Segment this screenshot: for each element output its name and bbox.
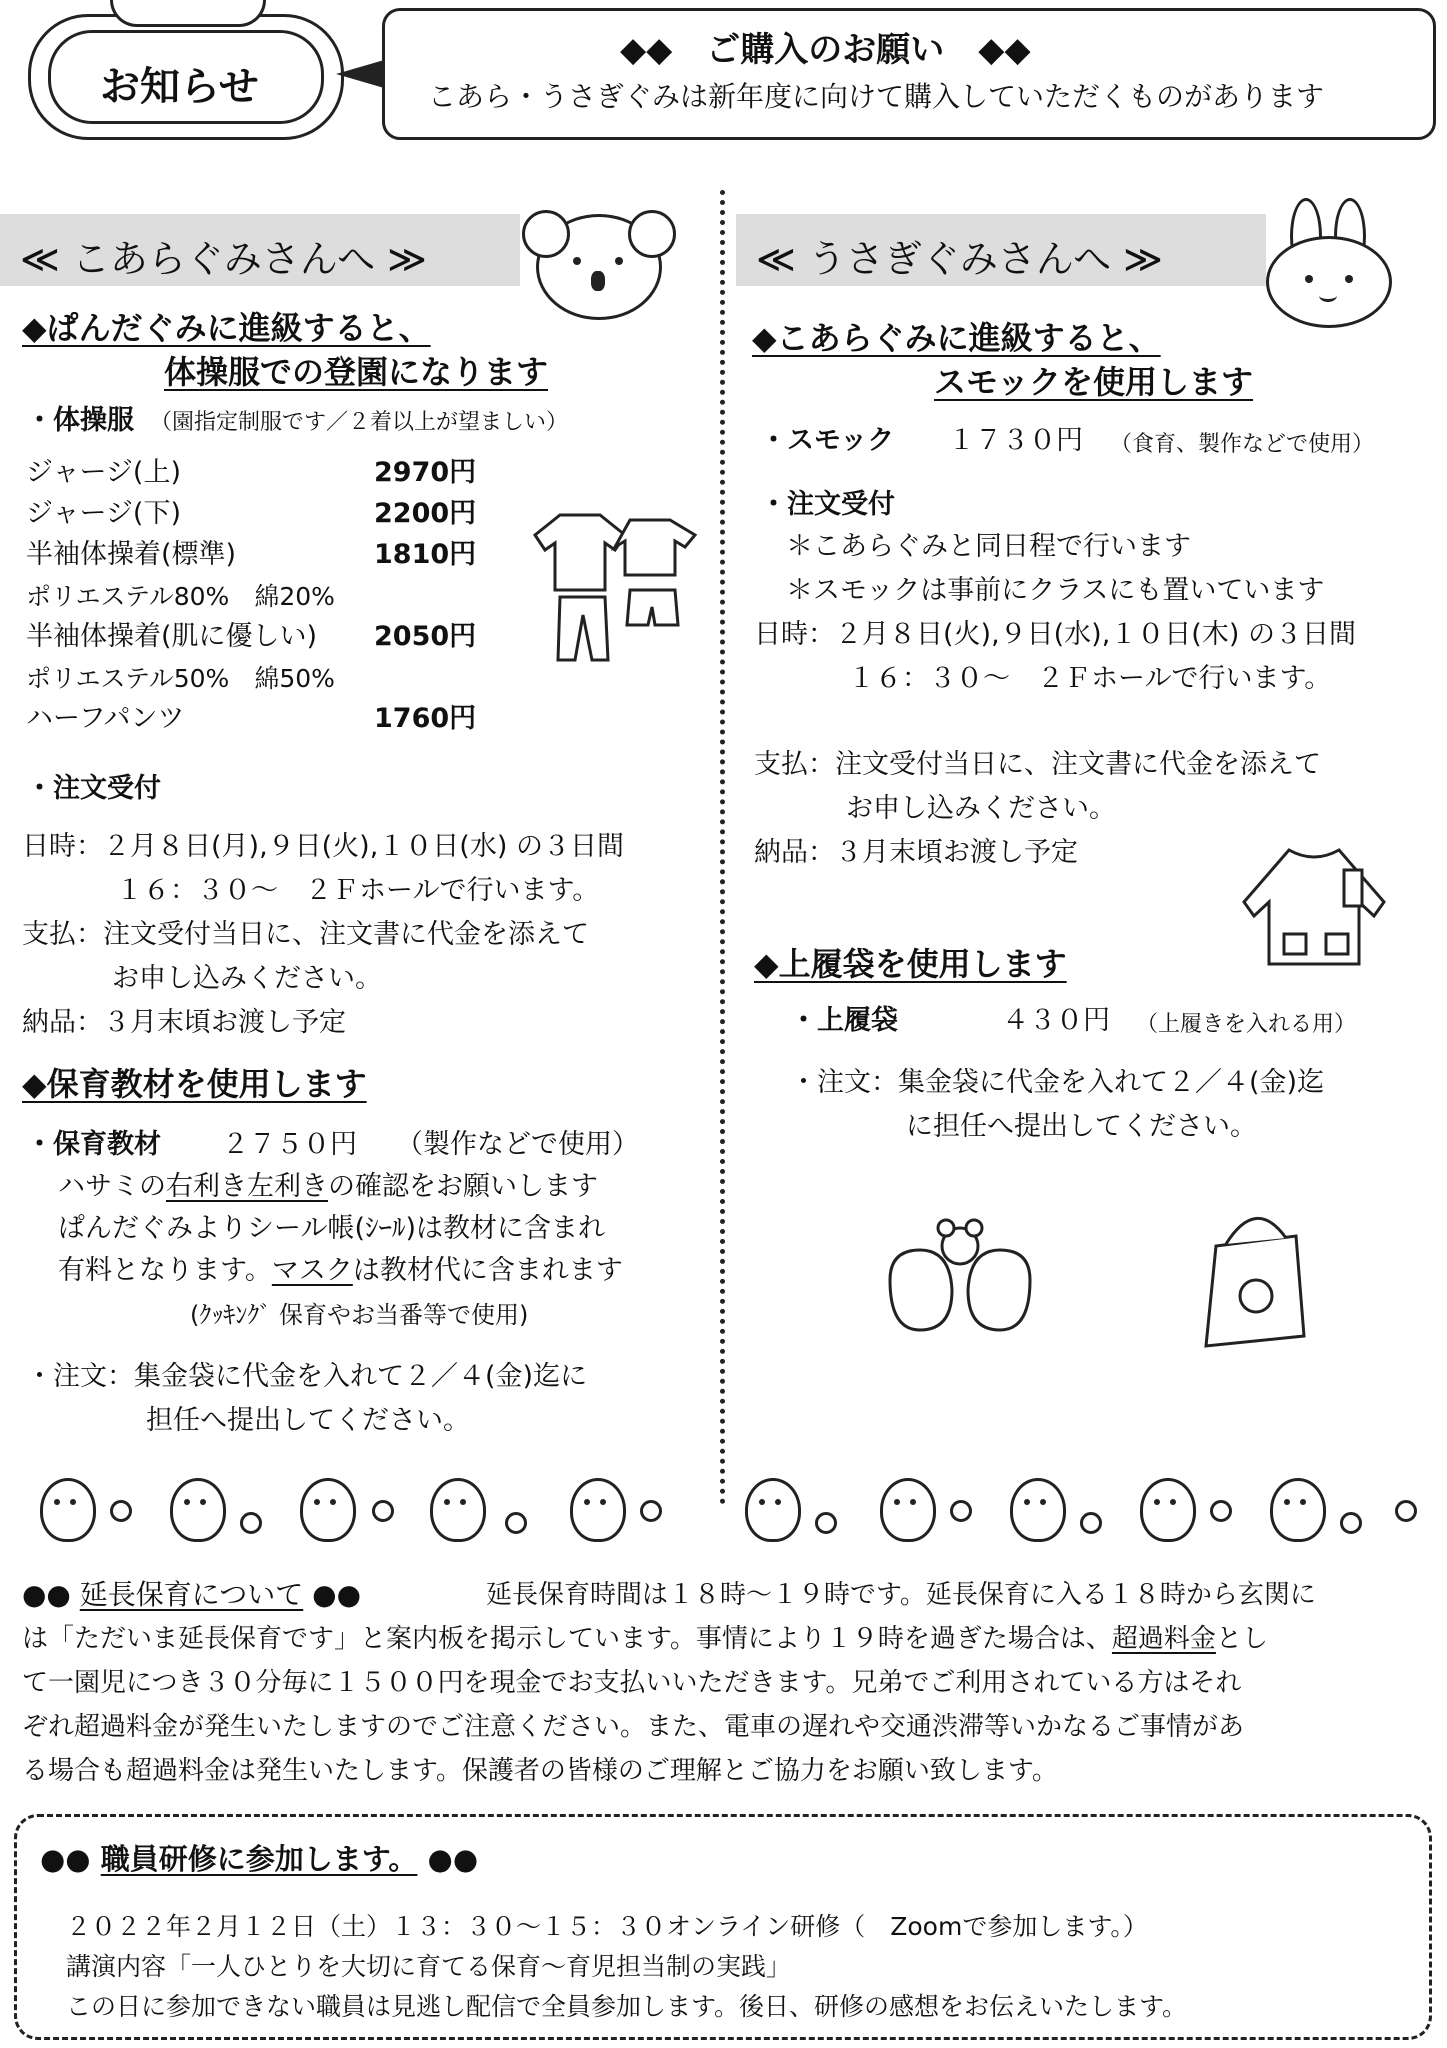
extended-line4: ぞれ超過料金が発生いたしますのでご注意ください。また、電車の遅れや交通渋滞等いかなるご事情があ: [22, 1712, 1245, 1742]
bullet-dots: ●●: [22, 1578, 71, 1611]
koala-material-line2: ぱんだぐみよりシール帳(ｼｰﾙ)は教材に含まれ: [58, 1213, 606, 1244]
bubble-icon: [372, 1500, 394, 1522]
penguin-icon: [1270, 1478, 1326, 1542]
extended-line3: て一園児につき３０分毎に１５００円を現金でお支払いいただきます。兄弟でご利用されている方はそれ: [22, 1668, 1242, 1698]
bullet-dots: ●●: [40, 1842, 91, 1876]
bubble-icon: [640, 1500, 662, 1522]
usagi-order-note1: ＊こあらぐみと同日程で行います: [786, 531, 1191, 562]
list-item: 半袖体操着(肌に優しい): [26, 621, 318, 652]
smock-icon: [1234, 842, 1394, 972]
text: は「ただいま延長保育です」と案内板を掲示しています。事情により１９時を過ぎた場合は、: [22, 1624, 1112, 1654]
header-box: [382, 8, 1436, 140]
text: ハサミの: [58, 1171, 166, 1202]
bubble-icon: [815, 1512, 837, 1534]
bullet-dots: ●●: [312, 1578, 362, 1611]
bubble-icon: [240, 1512, 262, 1534]
list-item-price: 1810円: [374, 539, 477, 570]
koala-ear-right-icon: [628, 210, 676, 258]
penguin-icon: [300, 1478, 356, 1542]
usagi-h1-line1: ◆こあらぐみに進級すると、: [752, 319, 1161, 357]
bubble-icon: [1340, 1512, 1362, 1534]
list-item: ジャージ(上): [26, 457, 181, 488]
usagi-payment2: お申し込みください。: [846, 793, 1116, 824]
bubble-icon: [950, 1500, 972, 1522]
list-item: ジャージ(下): [26, 498, 181, 529]
notice-badge-label: お知らせ: [100, 64, 259, 110]
list-item-fabric: ポリエステル80% 綿20%: [26, 582, 335, 611]
koala-payment2: お申し込みください。: [112, 963, 382, 994]
usagi-order-date1: 日時：２月８日(火),９日(水),１０日(木) の３日間: [754, 619, 1356, 650]
koala-banner-title: ≪ こあらぐみさんへ ≫: [20, 237, 427, 281]
training-line3: この日に参加できない職員は見逃し配信で全員参加します。後日、研修の感想をお伝えいたします。: [66, 1992, 1188, 2021]
koala-banner: [0, 214, 520, 286]
koala-order-date2: １６：３０～ ２Ｆホールで行います。: [116, 875, 600, 906]
penguin-icon: [170, 1478, 226, 1542]
penguin-icon: [745, 1478, 801, 1542]
extended-line1: 延長保育時間は１８時～１９時です。延長保育に入る１８時から玄関に: [486, 1580, 1316, 1610]
koala-h1-line2: 体操服での登園になります: [164, 353, 549, 391]
koala-material-note: （製作などで使用）: [396, 1129, 639, 1160]
underlined-text: マスク: [271, 1255, 353, 1286]
koala-delivery: 納品：３月末頃お渡し予定: [22, 1007, 346, 1038]
training-line2: 講演内容「一人ひとりを大切に育てる保育～育児担当制の実践」: [66, 1952, 792, 1981]
koala-material-order1: ・注文：集金袋に代金を入れて２／４(金)迄に: [26, 1361, 588, 1392]
extended-line5: る場合も超過料金は発生いたします。保護者の皆様のご理解とご協力をお願い致します。: [22, 1756, 1058, 1786]
text: の確認をお願いします: [328, 1171, 598, 1202]
penguin-icon: [40, 1478, 96, 1542]
gym-clothes-icon: [530, 505, 710, 665]
text: とし: [1215, 1624, 1268, 1654]
list-item-price: 2200円: [374, 498, 477, 529]
text: 有料となります。: [58, 1255, 272, 1286]
bubble-icon: [505, 1512, 527, 1534]
koala-order-head: ・注文受付: [26, 773, 161, 804]
shoe-bag-icon: [1186, 1206, 1316, 1356]
koala-material-order2: 担任へ提出してください。: [146, 1405, 470, 1436]
list-item-price: 2050円: [374, 621, 477, 652]
bullet-dots: ●●: [427, 1842, 479, 1876]
bubble-icon: [110, 1500, 132, 1522]
extended-line2: [22, 1622, 1268, 1656]
usagi-delivery: 納品：３月末頃お渡し予定: [754, 837, 1078, 868]
koala-material-line1: [58, 1170, 598, 1204]
usagi-banner: [736, 214, 1266, 286]
header-subtitle: こあら・うさぎぐみは新年度に向けて購入していただくものがあります: [428, 80, 1325, 113]
usagi-banner-title: ≪ うさぎぐみさんへ ≫: [756, 237, 1163, 281]
koala-material-line4: (ｸｯｷﾝｸﾞ 保育やお当番等で使用): [190, 1301, 529, 1329]
usagi-bag-order2: に担任へ提出してください。: [906, 1111, 1257, 1142]
header-title: ◆◆ ご購入のお願い ◆◆: [620, 30, 1031, 70]
usagi-order-head: ・注文受付: [760, 489, 895, 520]
usagi-smock-price: １７３０円: [948, 425, 1083, 456]
usagi-smock-note: （食育、製作などで使用）: [1110, 432, 1375, 457]
penguin-icon: [570, 1478, 626, 1542]
penguin-icon: [880, 1478, 936, 1542]
usagi-order-date2: １６：３０～ ２Ｆホールで行います。: [848, 663, 1332, 694]
list-item-fabric: ポリエステル50% 綿50%: [26, 664, 335, 693]
usagi-h2: ◆上履袋を使用します: [754, 945, 1067, 983]
koala-material-line3: [58, 1254, 623, 1288]
text: は教材代に含まれます: [352, 1255, 623, 1286]
rabbit-face-icon: [1266, 236, 1392, 328]
usagi-order-note2: ＊スモックは事前にクラスにも置いています: [786, 575, 1325, 606]
training-line1: ２０２２年２月１２日（土）１３：３０～１５：３０オンライン研修（ Zoomで参加します。）: [66, 1912, 1148, 1941]
shoes-icon: [880, 1210, 1040, 1340]
koala-uniform-note: （園指定制服です／２着以上が望ましい）: [150, 410, 569, 435]
usagi-smock-head: ・スモック: [760, 425, 895, 456]
list-item: 半袖体操着(標準): [26, 539, 237, 570]
extended-care-title: 延長保育について: [79, 1578, 304, 1611]
list-item-price: 1760円: [374, 703, 477, 734]
usagi-bag-price: ４３０円: [1002, 1005, 1110, 1036]
koala-ear-left-icon: [522, 210, 570, 258]
usagi-bag-head: ・上履袋: [790, 1005, 898, 1036]
penguin-icon: [430, 1478, 486, 1542]
underlined-text: 右利き左利き: [166, 1171, 328, 1202]
column-divider: [720, 190, 725, 1505]
koala-h1-line1: ◆ぱんだぐみに進級すると、: [22, 309, 431, 347]
penguin-icon: [1010, 1478, 1066, 1542]
bubble-icon: [1080, 1512, 1102, 1534]
list-item-price: 2970円: [374, 457, 477, 488]
training-title: 職員研修に参加します。: [100, 1842, 418, 1876]
usagi-payment1: 支払：注文受付当日に、注文書に代金を添えて: [754, 749, 1321, 780]
usagi-bag-order1: ・注文：集金袋に代金を入れて２／４(金)迄: [790, 1067, 1325, 1098]
bubble-icon: [1395, 1500, 1417, 1522]
koala-uniform-head: ・体操服: [26, 405, 134, 436]
list-item: ハーフパンツ: [26, 703, 185, 734]
extended-care-heading: [22, 1578, 361, 1612]
koala-h2: ◆保育教材を使用します: [22, 1065, 367, 1103]
penguin-icon: [1140, 1478, 1196, 1542]
training-heading: [40, 1842, 478, 1876]
koala-order-date1: 日時：２月８日(月),９日(火),１０日(水) の３日間: [22, 831, 624, 862]
critter-eyes-icon: [110, 0, 266, 27]
usagi-bag-note: （上履きを入れる用）: [1136, 1012, 1357, 1037]
koala-material-head: ・保育教材: [26, 1129, 161, 1160]
underlined-text: 超過料金: [1111, 1624, 1216, 1654]
koala-material-price: ２７５０円: [222, 1129, 357, 1160]
usagi-h1-line2: スモックを使用します: [934, 363, 1254, 401]
speech-tail-icon: [336, 60, 384, 88]
koala-payment1: 支払：注文受付当日に、注文書に代金を添えて: [22, 919, 589, 950]
bubble-icon: [1210, 1500, 1232, 1522]
